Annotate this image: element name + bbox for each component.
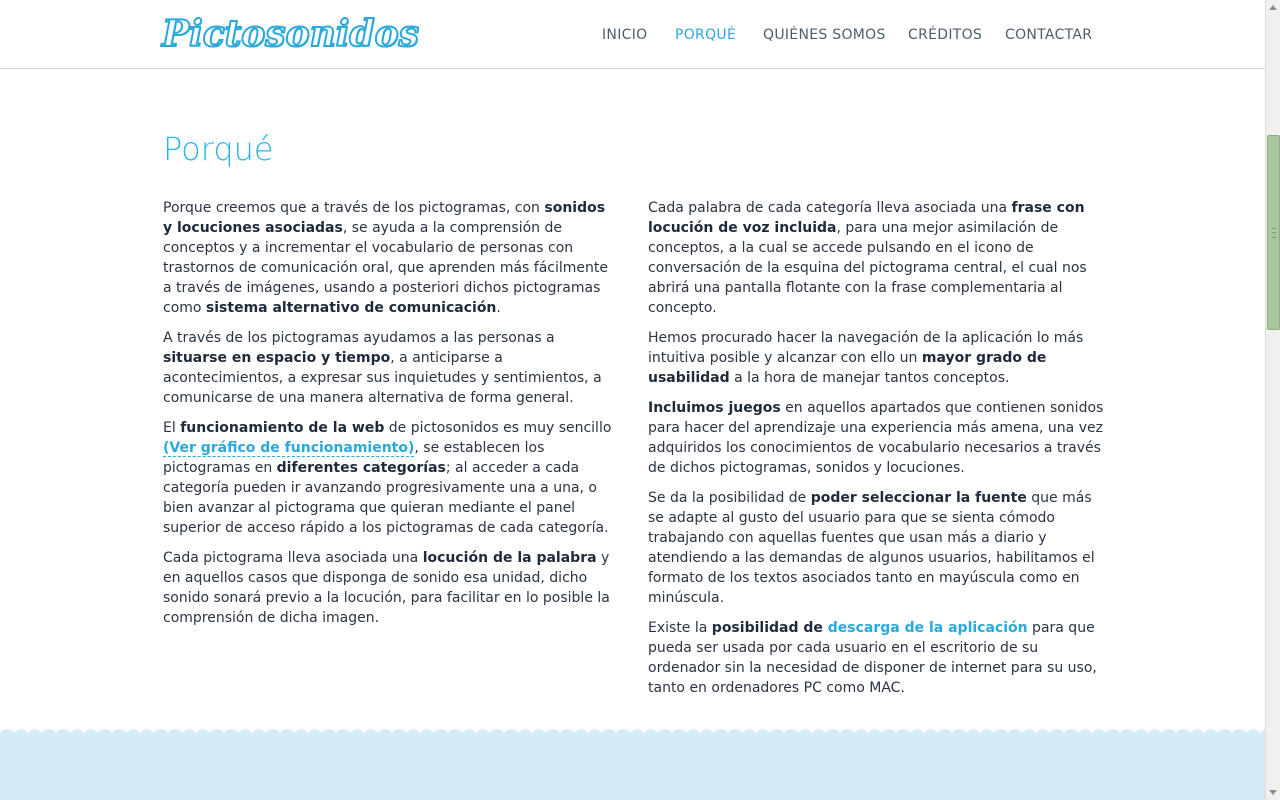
paragraph-text: , a anticiparse a acontecimientos, a expresar sus inquietudes y sentimientos, a comunicarse de una manera alternativa de forma general.	[163, 350, 602, 406]
right-column	[648, 198, 1105, 708]
vertical-scrollbar[interactable]	[1265, 0, 1280, 800]
scroll-up-icon[interactable]	[1269, 5, 1277, 10]
scrollbar-thumb[interactable]	[1267, 135, 1280, 330]
paragraph-text: Cada palabra de cada categoría lleva asociada una	[648, 200, 1012, 216]
paragraph-text: El	[163, 420, 181, 436]
nav-item-porque[interactable]: PORQUÉ	[675, 27, 737, 43]
paragraph-text: ; al acceder a cada categoría pueden ir avanzando progresivamente una a una, o bien avanzar al pictograma que quieran mediante el panel superior de acceso rápido a los pictogramas de cada categoría.	[163, 460, 609, 536]
download-app-link[interactable]: descarga de la aplicación	[827, 620, 1028, 636]
nav-item-contactar[interactable]: CONTACTAR	[1005, 27, 1093, 43]
paragraph-text: Porque creemos que a través de los pictogramas, con	[163, 200, 545, 216]
paragraph-text: en aquellos apartados que contienen sonidos para hacer del aprendizaje una experiencia más amena, una vez adquiridos los conocimientos de vocabulario necesarios a través de dichos pictogramas, sonidos y locuciones.	[648, 400, 1104, 476]
paragraph	[648, 618, 1105, 698]
paragraph-text: .	[496, 300, 501, 316]
paragraph	[163, 198, 615, 318]
paragraph-text: Se da la posibilidad de	[648, 490, 811, 506]
paragraph-text: , para una mejor asimilación de conceptos, a la cual se accede pulsando en el icono de conversación de la esquina del pictograma central, el cual nos abrirá una pantalla flotante con la frase complementaria al concepto.	[648, 220, 1087, 316]
paragraph-bold: sistema alternativo de comunicación	[205, 300, 497, 316]
paragraph-bold: situarse en espacio y tiempo	[163, 350, 391, 366]
paragraph	[163, 548, 615, 628]
paragraph-text: que más se adapte al gusto del usuario para que se sienta cómodo trabajando con aquellas fuentes que usan más a diario y atendiendo a las demandas de algunos usuarios, habilitamos el formato de los textos asociados tanto en mayúscula como en minúscula.	[648, 490, 1095, 606]
paragraph-text: , se ayuda a la comprensión de conceptos y a incrementar el vocabulario de personas con trastornos de comunicación oral, que aprenden más fácilmente a través de imágenes, usando a posteriori dichos pictogramas como	[163, 220, 609, 316]
paragraph	[163, 418, 615, 538]
nav-item-creditos[interactable]: CRÉDITOS	[908, 27, 983, 43]
footer-wave	[0, 724, 1265, 800]
paragraph	[648, 488, 1105, 608]
page-title: Porqué	[163, 130, 274, 168]
paragraph	[648, 198, 1105, 318]
paragraph-bold: frase con locución de voz incluida	[648, 200, 1085, 236]
paragraph-text: Existe la	[648, 620, 712, 636]
paragraph-bold: sonidos y locuciones asociadas	[163, 200, 606, 236]
paragraph-bold: Incluimos juegos	[648, 400, 781, 416]
nav-item-quienes-somos[interactable]: QUIÉNES SOMOS	[763, 27, 886, 43]
nav-item-inicio[interactable]: INICIO	[602, 27, 648, 43]
grip-icon	[1272, 228, 1276, 238]
paragraph-text: de pictosonidos es muy sencillo	[384, 420, 612, 436]
scroll-down-icon[interactable]	[1269, 790, 1277, 795]
paragraph-text: para que pueda ser usada por cada usuario en el escritorio de su ordenador sin la necesidad de disponer de internet para su uso, tanto en ordenadores PC como MAC.	[648, 620, 1097, 696]
paragraph-bold: posibilidad de	[711, 620, 828, 636]
functioning-chart-link[interactable]: (Ver gráfico de funcionamiento)	[163, 440, 415, 456]
paragraph-bold: mayor grado de usabilidad	[648, 350, 1047, 386]
paragraph-bold: locución de la palabra	[422, 550, 597, 566]
paragraph	[648, 328, 1105, 388]
left-column	[163, 198, 615, 638]
paragraph-text: Cada pictograma lleva asociada una	[163, 550, 423, 566]
paragraph-text: A través de los pictogramas ayudamos a las personas a	[163, 330, 555, 346]
site-logo[interactable]: Pictosonidos	[162, 13, 419, 55]
paragraph-bold: poder seleccionar la fuente	[810, 490, 1027, 506]
paragraph-text: a la hora de manejar tantos conceptos.	[729, 370, 1010, 386]
paragraph-bold: funcionamiento de la web	[180, 420, 385, 436]
paragraph	[648, 398, 1105, 478]
paragraph	[163, 328, 615, 408]
site-header	[0, 0, 1265, 69]
paragraph-text: , se establecen los pictogramas en	[163, 440, 545, 476]
paragraph-text: y en aquellos casos que disponga de sonido esa unidad, dicho sonido sonará previo a la locución, para facilitar en lo posible la comprensión de dicha imagen.	[163, 550, 610, 626]
main-nav	[0, 27, 1265, 47]
paragraph-bold: diferentes categorías	[276, 460, 446, 476]
paragraph-text: Hemos procurado hacer la navegación de la aplicación lo más intuitiva posible y alcanzar con ello un	[648, 330, 1084, 366]
